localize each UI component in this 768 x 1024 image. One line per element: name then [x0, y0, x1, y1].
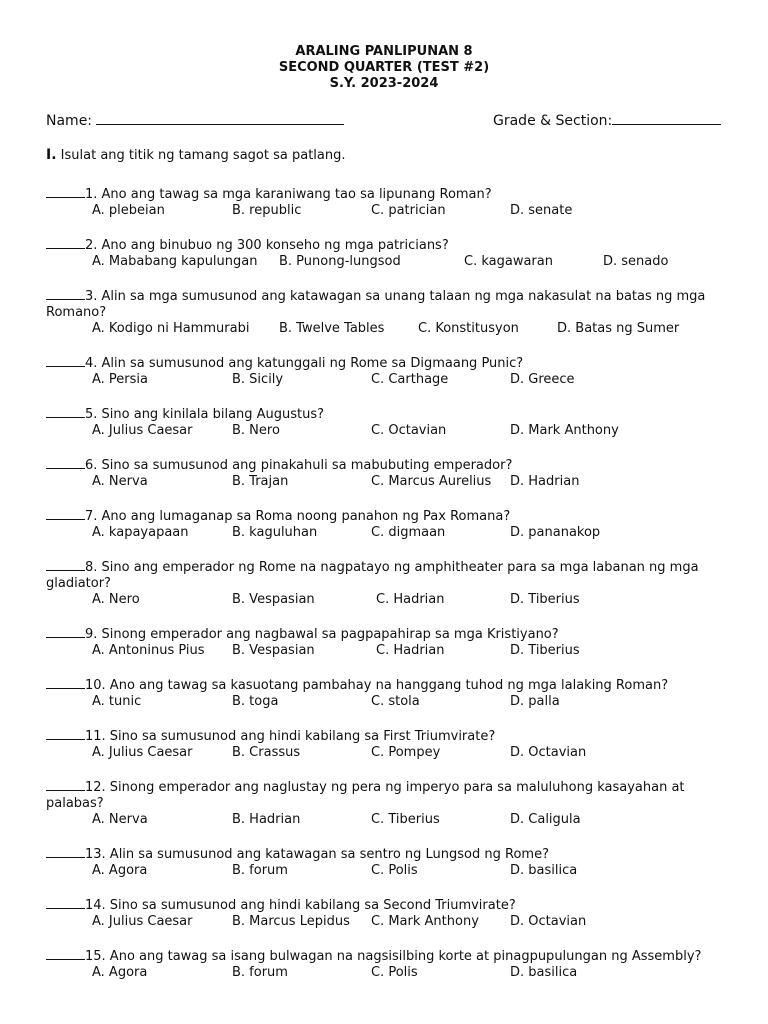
instruction-text: Isulat ang titik ng tamang sagot sa patlang.	[60, 148, 346, 163]
grade-section-label: Grade & Section:	[493, 113, 613, 129]
question-stem	[46, 456, 736, 474]
choice-option: C. Pompey	[371, 745, 441, 760]
question-stem	[46, 896, 736, 914]
test-header	[0, 44, 768, 92]
choice-option: D. Tiberius	[510, 592, 580, 607]
choice-option: B. kaguluhan	[232, 525, 318, 540]
choice-option: D. Hadrian	[510, 474, 580, 489]
answer-blank[interactable]	[46, 676, 85, 689]
grade-section-blank[interactable]	[612, 110, 721, 125]
answer-blank[interactable]	[46, 507, 85, 520]
choice-row	[46, 592, 736, 608]
question-text: 3. Alin sa mga sumusunod ang katawagan sa unang talaan ng mga nakasulat na batas ng mga Romano?	[46, 289, 706, 320]
question-stem	[46, 625, 736, 643]
choice-option: D. Greece	[510, 372, 575, 387]
choice-row	[46, 965, 736, 981]
choice-option: D. basilica	[510, 863, 578, 878]
choice-row	[46, 745, 736, 761]
question-text: 7. Ano ang lumaganap sa Roma noong panahon ng Pax Romana?	[85, 509, 511, 524]
name-field[interactable]	[46, 110, 344, 129]
answer-blank[interactable]	[46, 185, 85, 198]
answer-blank[interactable]	[46, 236, 85, 249]
choice-row	[46, 254, 736, 270]
question-item	[46, 354, 736, 388]
question-text: 5. Sino ang kinilala bilang Augustus?	[85, 407, 325, 422]
choice-option: D. Batas ng Sumer	[557, 321, 680, 336]
question-text: 13. Alin sa sumusunod ang katawagan sa sentro ng Lungsod ng Rome?	[85, 847, 549, 862]
choice-option: A. plebeian	[92, 203, 165, 218]
choice-option: D. basilica	[510, 965, 578, 980]
name-blank[interactable]	[96, 110, 344, 125]
question-text: 4. Alin sa sumusunod ang katunggali ng Rome sa Digmaang Punic?	[85, 356, 524, 371]
name-label: Name:	[46, 113, 93, 129]
question-list	[46, 185, 736, 998]
choice-option: B. toga	[232, 694, 279, 709]
choice-option: B. forum	[232, 863, 288, 878]
choice-row	[46, 372, 736, 388]
choice-option: A. Julius Caesar	[92, 423, 193, 438]
question-item	[46, 456, 736, 490]
choice-option: D. Mark Anthony	[510, 423, 619, 438]
answer-blank[interactable]	[46, 354, 85, 367]
answer-blank[interactable]	[46, 947, 85, 960]
question-item	[46, 507, 736, 541]
choice-option: C. Konstitusyon	[418, 321, 519, 336]
choice-row	[46, 203, 736, 219]
choice-option: B. forum	[232, 965, 288, 980]
choice-row	[46, 643, 736, 659]
choice-option: B. Crassus	[232, 745, 301, 760]
choice-option: B. republic	[232, 203, 302, 218]
question-item	[46, 676, 736, 710]
question-stem	[46, 354, 736, 372]
question-stem	[46, 287, 736, 321]
choice-option: A. Julius Caesar	[92, 914, 193, 929]
choice-option: D. senado	[603, 254, 669, 269]
choice-option: C. digmaan	[371, 525, 446, 540]
question-text: 14. Sino sa sumusunod ang hindi kabilang sa Second Triumvirate?	[85, 898, 516, 913]
choice-option: D. Caligula	[510, 812, 581, 827]
question-text: 15. Ano ang tawag sa isang bulwagan na nagsisilbing korte at pinagpupulungan ng Assembly?	[85, 949, 702, 964]
choice-option: D. palla	[510, 694, 560, 709]
question-stem	[46, 676, 736, 694]
answer-blank[interactable]	[46, 896, 85, 909]
subject-title: ARALING PANLIPUNAN 8	[295, 44, 473, 59]
choice-option: A. Agora	[92, 965, 148, 980]
choice-option: A. Nero	[92, 592, 140, 607]
question-stem	[46, 236, 736, 254]
question-item	[46, 405, 736, 439]
choice-option: C. Carthage	[371, 372, 449, 387]
instruction	[46, 147, 346, 164]
choice-option: D. Tiberius	[510, 643, 580, 658]
choice-option: A. Kodigo ni Hammurabi	[92, 321, 250, 336]
question-stem	[46, 845, 736, 863]
question-item	[46, 845, 736, 879]
choice-option: B. Sicily	[232, 372, 284, 387]
choice-row	[46, 694, 736, 710]
question-item	[46, 185, 736, 219]
answer-blank[interactable]	[46, 727, 85, 740]
choice-row	[46, 474, 736, 490]
choice-option: D. senate	[510, 203, 573, 218]
choice-option: B. Hadrian	[232, 812, 301, 827]
question-item	[46, 896, 736, 930]
question-text: 12. Sinong emperador ang naglustay ng pera ng imperyo para sa maluluhong kasayahan at palabas?	[46, 780, 685, 811]
question-text: 6. Sino sa sumusunod ang pinakahuli sa mabubuting emperador?	[85, 458, 513, 473]
answer-blank[interactable]	[46, 405, 85, 418]
choice-option: C. Polis	[371, 965, 418, 980]
choice-option: C. kagawaran	[464, 254, 553, 269]
choice-option: A. Julius Caesar	[92, 745, 193, 760]
choice-option: C. Mark Anthony	[371, 914, 479, 929]
choice-option: C. patrician	[371, 203, 446, 218]
choice-option: D. Octavian	[510, 745, 587, 760]
choice-option: A. tunic	[92, 694, 142, 709]
choice-row	[46, 863, 736, 879]
choice-option: A. Agora	[92, 863, 148, 878]
choice-option: C. Marcus Aurelius	[371, 474, 492, 489]
choice-option: C. Tiberius	[371, 812, 440, 827]
question-text: 2. Ano ang binubuo ng 300 konseho ng mga patricians?	[85, 238, 449, 253]
question-stem	[46, 727, 736, 745]
question-stem	[46, 947, 736, 965]
answer-blank[interactable]	[46, 287, 85, 300]
question-stem	[46, 405, 736, 423]
choice-option: B. Nero	[232, 423, 280, 438]
choice-option: B. Punong-lungsod	[279, 254, 401, 269]
question-stem	[46, 558, 736, 592]
question-stem	[46, 778, 736, 812]
choice-row	[46, 812, 736, 828]
question-text: 9. Sinong emperador ang nagbawal sa pagpapahirap sa mga Kristiyano?	[85, 627, 559, 642]
answer-blank[interactable]	[46, 558, 85, 571]
choice-option: C. Polis	[371, 863, 418, 878]
choice-row	[46, 321, 736, 337]
choice-option: A. Nerva	[92, 812, 148, 827]
grade-section-field[interactable]	[493, 110, 721, 129]
question-item	[46, 778, 736, 828]
answer-blank[interactable]	[46, 778, 85, 791]
question-text: 8. Sino ang emperador ng Rome na nagpatayo ng amphitheater para sa mga labanan ng mga gladiator?	[46, 560, 699, 591]
choice-row	[46, 423, 736, 439]
choice-option: B. Vespasian	[232, 592, 315, 607]
student-info-row	[46, 110, 722, 128]
choice-option: A. kapayapaan	[92, 525, 189, 540]
question-text: 11. Sino sa sumusunod ang hindi kabilang sa First Triumvirate?	[85, 729, 496, 744]
choice-option: C. Hadrian	[376, 643, 445, 658]
choice-option: B. Vespasian	[232, 643, 315, 658]
choice-option: B. Twelve Tables	[279, 321, 385, 336]
answer-blank[interactable]	[46, 456, 85, 469]
choice-option: A. Nerva	[92, 474, 148, 489]
choice-option: A. Mababang kapulungan	[92, 254, 258, 269]
choice-option: A. Persia	[92, 372, 148, 387]
question-text: 1. Ano ang tawag sa mga karaniwang tao sa lipunang Roman?	[85, 187, 492, 202]
choice-option: D. Octavian	[510, 914, 587, 929]
question-item	[46, 236, 736, 270]
quarter-title: SECOND QUARTER (TEST #2)	[278, 60, 490, 75]
section-number: I.	[46, 147, 57, 163]
question-text: 10. Ano ang tawag sa kasuotang pambahay na hanggang tuhod ng mga lalaking Roman?	[85, 678, 669, 693]
question-item	[46, 287, 736, 337]
choice-option: D. pananakop	[510, 525, 601, 540]
question-stem	[46, 507, 736, 525]
choice-row	[46, 914, 736, 930]
school-year: S.Y. 2023-2024	[329, 76, 439, 91]
choice-option: A. Antoninus Pius	[92, 643, 205, 658]
choice-option: B. Marcus Lepidus	[232, 914, 350, 929]
choice-option: C. Hadrian	[376, 592, 445, 607]
choice-option: C. Octavian	[371, 423, 447, 438]
choice-option: B. Trajan	[232, 474, 289, 489]
answer-blank[interactable]	[46, 845, 85, 858]
choice-row	[46, 525, 736, 541]
choice-option: C. stola	[371, 694, 420, 709]
question-item	[46, 558, 736, 608]
question-stem	[46, 185, 736, 203]
question-item	[46, 947, 736, 981]
question-item	[46, 625, 736, 659]
answer-blank[interactable]	[46, 625, 85, 638]
question-item	[46, 727, 736, 761]
